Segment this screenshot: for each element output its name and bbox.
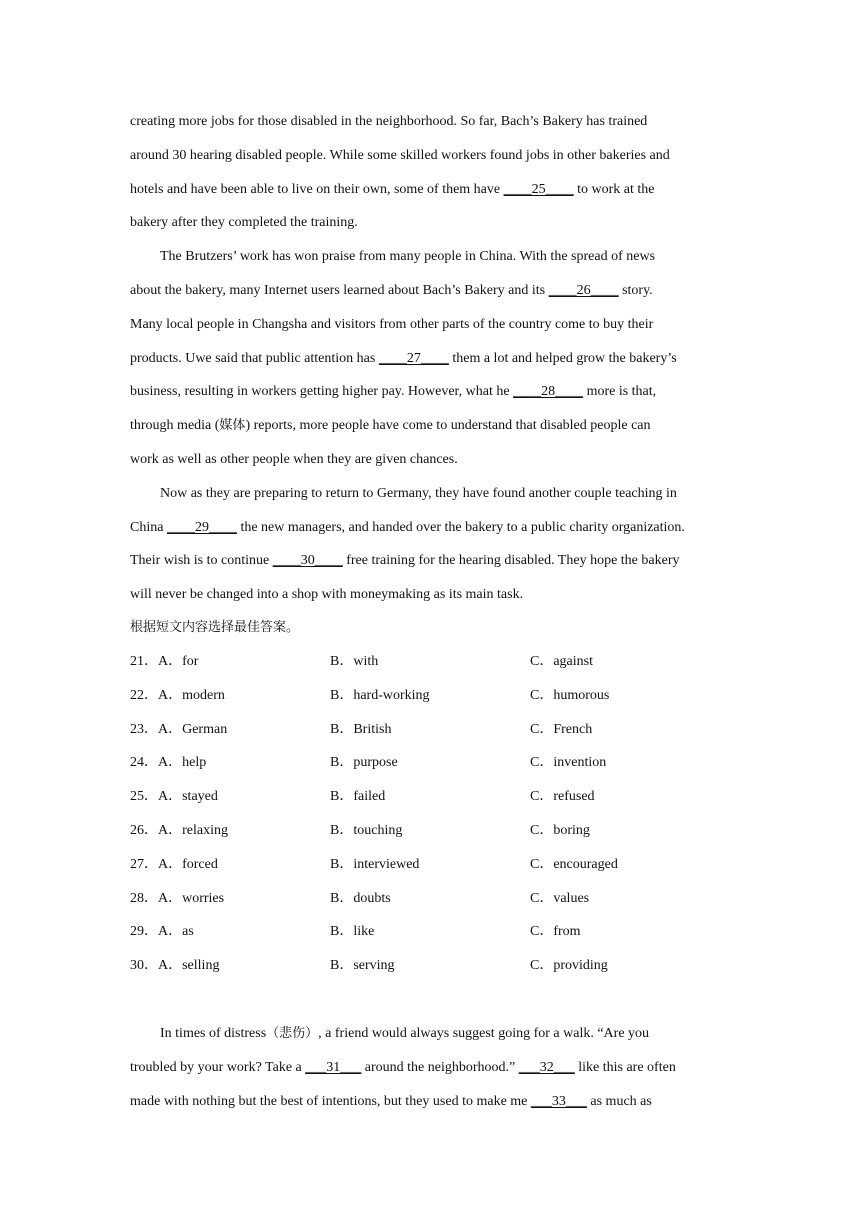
text-run: as much as [586, 1093, 652, 1109]
option-b: B．doubts [330, 890, 391, 906]
text-run: like this are often [574, 1059, 676, 1075]
passage-line [130, 1058, 676, 1078]
answer-blank: ____25____ [503, 181, 574, 197]
text-run: about the bakery, many Internet users learned about Bach’s Bakery and its [130, 283, 549, 298]
option-c: C．French [530, 721, 593, 737]
passage-line [130, 450, 458, 470]
option-b: B．serving [330, 958, 395, 974]
option-c: C．against [530, 654, 593, 669]
option-c: C．providing [530, 958, 608, 974]
text-run: In times of distress [160, 1026, 267, 1041]
text-run: around the neighborhood.” [361, 1059, 519, 1075]
text-run: creating more jobs for those disabled in the neighborhood. So far, Bach’s Bakery has trained [130, 114, 648, 129]
instruction-text: 根据短文内容选择最佳答案。 [130, 620, 300, 635]
text-run: , a friend would always suggest going for a walk. “Are you [318, 1026, 650, 1041]
option-c: C．invention [530, 755, 607, 771]
passage-line [130, 416, 651, 436]
text-run: them a lot and helped grow the bakery’s [448, 350, 677, 366]
question-row [130, 821, 730, 841]
text-run: hotels and have been able to live on their own, some of them have [130, 181, 504, 197]
option-b: B．like [330, 924, 375, 940]
chinese-gloss: （悲伤） [266, 1026, 319, 1041]
passage-line [130, 551, 679, 571]
option-a: 22．A．modern [130, 687, 225, 703]
option-a: 25．A．stayed [130, 789, 218, 805]
answer-blank: ___32___ [518, 1059, 575, 1075]
option-b: B．with [330, 654, 379, 669]
option-c: C．boring [530, 823, 590, 838]
option-a: 27．A．forced [130, 856, 218, 872]
text-run: ) reports, more people have come to understand that disabled people can [245, 418, 651, 434]
text-run: work as well as other people when they are given chances. [130, 452, 458, 467]
option-c: C．from [530, 924, 581, 940]
option-a: 24．A．help [130, 755, 207, 771]
question-row [130, 753, 730, 773]
text-run: made with nothing but the best of intentions, but they used to make me [130, 1093, 531, 1109]
option-a: 26．A．relaxing [130, 823, 228, 838]
passage-line [130, 585, 523, 605]
question-row [130, 720, 730, 740]
question-row [130, 686, 730, 706]
text-run: business, resulting in workers getting higher pay. However, what he [130, 384, 514, 400]
passage-line [130, 180, 655, 200]
option-c: C．encouraged [530, 856, 618, 872]
passage-line [130, 382, 656, 402]
chinese-gloss: 媒体 [219, 418, 246, 434]
option-a: 23．A．German [130, 721, 228, 737]
passage-line [130, 315, 653, 335]
text-run: troubled by your work? Take a [130, 1059, 306, 1075]
text-run: story. [618, 283, 653, 298]
question-row [130, 889, 730, 909]
option-c: C．humorous [530, 687, 610, 703]
text-run: through media ( [130, 418, 220, 434]
passage-line [130, 349, 677, 369]
option-b: B．interviewed [330, 856, 420, 872]
answer-blank: ____28____ [513, 384, 584, 400]
answer-blank: ___33___ [530, 1093, 587, 1109]
passage-line [130, 1092, 652, 1112]
passage-line [130, 146, 670, 166]
passage-line [160, 484, 677, 504]
option-a: 29．A．as [130, 924, 194, 940]
text-run: free training for the hearing disabled. They hope the bakery [342, 553, 680, 569]
option-b: B．British [330, 721, 392, 737]
answer-blank: ____27____ [378, 350, 449, 366]
text-run: more is that, [583, 384, 657, 400]
answer-blank: ____26____ [548, 283, 619, 298]
option-c: C．refused [530, 789, 595, 805]
option-b: B．touching [330, 823, 403, 838]
text-run: China [130, 519, 167, 535]
text-run: The Brutzers’ work has won praise from many people in China. With the spread of news [160, 249, 656, 265]
text-run: to work at the [573, 181, 655, 197]
passage-line [130, 281, 653, 301]
passage-line [160, 1024, 649, 1044]
text-run: products. Uwe said that public attention has [130, 350, 379, 366]
passage-line [160, 247, 655, 267]
text-run: Many local people in Changsha and visitors from other parts of the country come to buy their [130, 316, 654, 332]
text-run: Their wish is to continue [130, 553, 273, 569]
question-row [130, 956, 730, 976]
question-row [130, 787, 730, 807]
option-a: 28．A．worries [130, 890, 225, 906]
passage-line [130, 213, 358, 233]
option-a: 21．A．for [130, 654, 199, 669]
option-b: B．hard-working [330, 687, 430, 703]
text-run: the new managers, and handed over the bakery to a public charity organization. [236, 519, 685, 535]
text-run: will never be changed into a shop with moneymaking as its main task. [130, 587, 524, 603]
passage-line [130, 112, 647, 132]
text-run: bakery after they completed the training. [130, 215, 358, 231]
text-run: Now as they are preparing to return to Germany, they have found another couple teaching in [160, 485, 677, 501]
option-b: B．purpose [330, 755, 398, 771]
answer-blank: ____30____ [272, 553, 343, 569]
question-row [130, 922, 730, 942]
option-b: B．failed [330, 789, 386, 805]
option-a: 30．A．selling [130, 958, 220, 974]
text-run: around 30 hearing disabled people. While some skilled workers found jobs in other bakeries and [130, 147, 670, 163]
option-c: C．values [530, 890, 590, 906]
passage-line [130, 518, 685, 538]
answer-blank: ___31___ [305, 1059, 362, 1075]
question-row [130, 855, 730, 875]
question-row [130, 652, 730, 672]
answer-blank: ____29____ [166, 519, 237, 535]
